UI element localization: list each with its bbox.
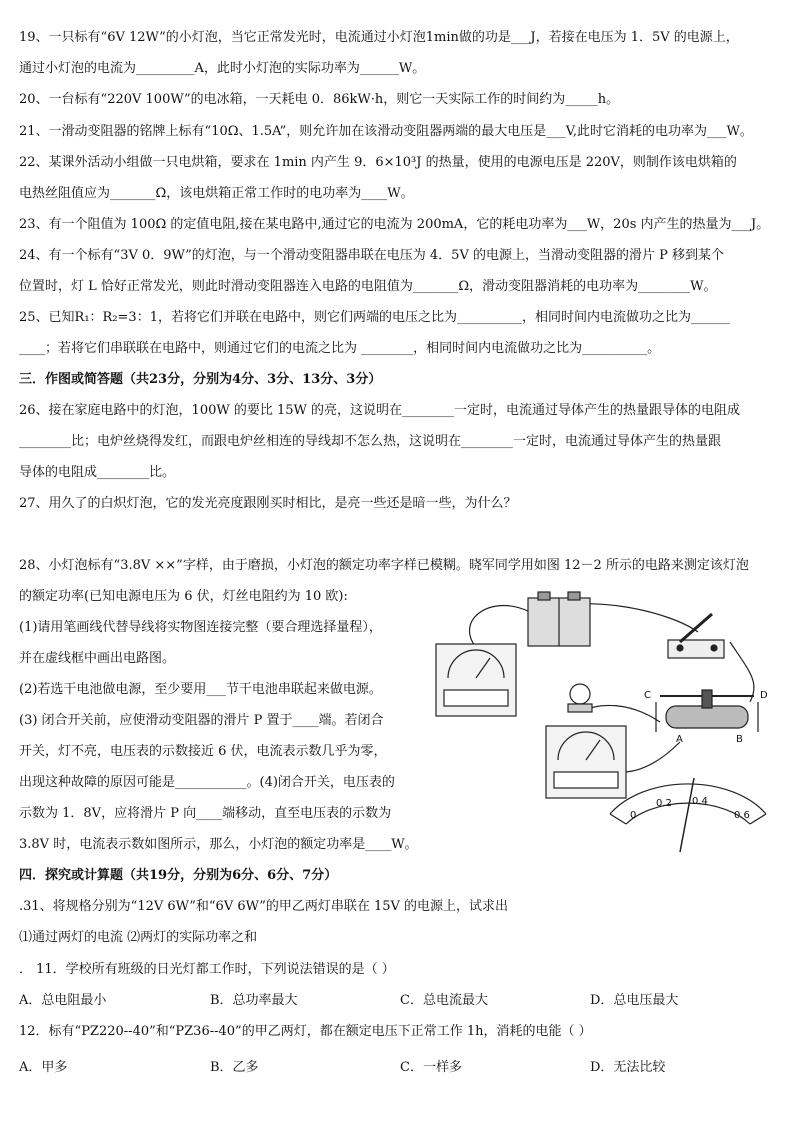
question-19-line1: 19、一只标有“6V 12W”的小灯泡，当它正常发光时，电流通过小灯泡1min做的功是___J，若接在电压为 1．5V 的电源上， — [19, 30, 739, 45]
question-28-part1b: 并在虚线框中画出电路图。 — [19, 651, 176, 666]
question-28-line2: 的额定功率(已知电源电压为 6 伏，灯丝电阻约为 10 欧): — [19, 589, 348, 604]
question-11-option-d: D．总电压最大 — [590, 993, 679, 1008]
circuit-figure — [430, 582, 794, 862]
question-24-line1: 24、有一个标有“3V 0．9W”的灯泡，与一个滑动变阻器串联在电压为 4．5V 的电源上，当滑动变阻器的滑片 P 移到某个 — [19, 248, 724, 263]
question-26-line3: 导体的电阻成________比。 — [19, 465, 176, 480]
dial-tick-0-2: 0.2 — [656, 798, 672, 809]
question-22-line1: 22、某课外活动小组做一只电烘箱，要求在 1min 内产生 9．6×10³J 的热量，使用的电源电压是 220V，则制作该电烘箱的 — [19, 155, 737, 170]
rheostat-label-c: C — [644, 690, 651, 701]
question-27: 27、用久了的白炽灯泡，它的发光亮度跟刚买时相比，是亮一些还是暗一些，为什么？ — [19, 496, 517, 511]
question-12-option-c: C．一样多 — [400, 1060, 462, 1075]
question-28-line1: 28、小灯泡标有“3.8V ××”字样，由于磨损，小灯泡的额定功率字样已模糊。晓军同学用如图 12－2 所示的电路来测定该灯泡 — [19, 558, 749, 573]
question-12: 12．标有“PZ220--40”和“PZ36--40”的甲乙两灯，都在额定电压下正常工作 1h，消耗的电能（ ） — [19, 1024, 592, 1039]
question-11-option-a: A．总电阻最小 — [19, 993, 107, 1008]
dial-tick-0-6: 0.6 — [734, 810, 750, 821]
question-26-line2: ________比；电炉丝烧得发红，而跟电炉丝相连的导线却不怎么热，这说明在________一定时，电流通过导体产生的热量跟 — [19, 434, 722, 449]
battery-icon — [528, 592, 590, 646]
question-28-part4b: 3.8V 时，电流表示数如图所示，那么，小灯泡的额定功率是____W。 — [19, 837, 418, 852]
question-26-line1: 26、接在家庭电路中的灯泡，100W 的要比 15W 的亮，这说明在________一定时，电流通过导体产生的热量跟导体的电阻成 — [19, 403, 741, 418]
question-19-line2: 通过小灯泡的电流为_________A，此时小灯泡的实际功率为______W。 — [19, 61, 426, 76]
ammeter-icon — [546, 726, 626, 798]
voltmeter-icon — [436, 644, 516, 716]
question-12-option-d: D．无法比较 — [590, 1060, 666, 1075]
question-31: .31、将规格分别为“12V 6W”和“6V 6W”的甲乙两灯串联在 15V 的电源上，试求出 — [19, 899, 509, 914]
question-31-parts: ⑴通过两灯的电流 ⑵两灯的实际功率之和 — [19, 930, 258, 945]
dial-tick-0-4: 0.4 — [692, 796, 708, 807]
section-4-heading: 四．探究或计算题（共19分，分别为6分、6分、7分） — [19, 868, 338, 883]
lightbulb-icon — [568, 684, 592, 712]
question-23: 23、有一个阻值为 100Ω 的定值电阻,接在某电路中,通过它的电流为 200mA，它的耗电功率为___W，20s 内产生的热量为___J。 — [19, 217, 770, 232]
rheostat-label-d: D — [760, 690, 768, 701]
question-20: 20、一台标有“220V 100W”的电冰箱，一天耗电 0．86kW·h，则它一天实际工作的时间约为_____h。 — [19, 92, 620, 107]
question-25-line1: 25、已知R₁：R₂=3：1，若将它们并联在电路中，则它们两端的电压之比为__________，相同时间内电流做功之比为______ — [19, 310, 730, 325]
dial-tick-0: 0 — [630, 810, 637, 821]
question-11: ． 11．学校所有班级的日光灯都工作时，下列说法错误的是（ ） — [19, 962, 395, 977]
question-22-line2: 电热丝阻值应为_______Ω，该电烘箱正常工作时的电功率为____W。 — [19, 186, 414, 201]
question-28-part1: (1)请用笔画线代替导线将实物图连接完整（要合理选择量程）， — [19, 620, 382, 635]
rheostat-label-b: B — [736, 734, 743, 745]
rheostat-icon — [656, 690, 758, 732]
question-25-line2: ____；若将它们串联联在电路中，则通过它们的电流之比为 ________，相同时间内电流做功之比为__________。 — [19, 341, 661, 356]
question-12-option-b: B．乙多 — [210, 1060, 259, 1075]
question-28-part2: (2)若选干电池做电源，至少要用___节干电池串联起来做电源。 — [19, 682, 382, 697]
wire-switch-rheostat — [730, 642, 754, 702]
question-28-part3c: 出现这种故障的原因可能是___________。(4)闭合开关，电压表的 — [19, 775, 395, 790]
question-12-option-a: A．甲多 — [19, 1060, 68, 1075]
section-3-heading: 三．作图或简答题（共23分，分别为4分、3分、13分、3分） — [19, 372, 382, 387]
question-11-option-b: B．总功率最大 — [210, 993, 298, 1008]
question-28-part3: (3) 闭合开关前，应使滑动变阻器的滑片 P 置于____端。若闭合 — [19, 713, 384, 728]
question-28-part3b: 开关，灯不亮，电压表的示数接近 6 伏，电流表示数几乎为零， — [19, 744, 387, 759]
question-21: 21、一滑动变阻器的铭牌上标有“10Ω、1.5A”，则允许加在该滑动变阻器两端的最大电压是___V,此时它消耗的电功率为___W。 — [19, 124, 753, 139]
question-11-option-c: C．总电流最大 — [400, 993, 488, 1008]
rheostat-label-a: A — [676, 734, 683, 745]
question-24-line2: 位置时，灯 L 恰好正常发光，则此时滑动变阻器连入电路的电阻值为_______Ω，滑动变阻器消耗的电功率为________W。 — [19, 279, 717, 294]
question-28-part4: 示数为 1．8V，应将滑片 P 向____端移动，直至电压表的示数为 — [19, 806, 392, 821]
